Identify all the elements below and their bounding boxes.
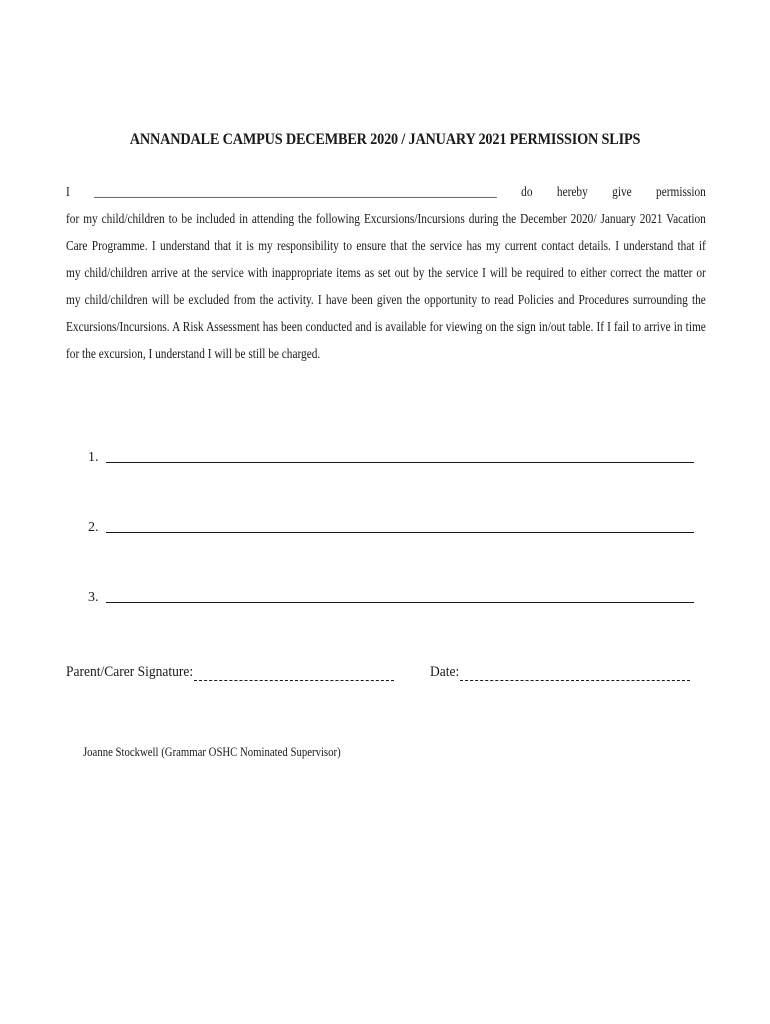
entry-number: 3. <box>88 590 99 605</box>
paragraph-line: I _______________________________________________________________________ do hereby give permission <box>66 184 706 199</box>
excursion-entry-1[interactable] <box>88 444 694 468</box>
excursion-entry-2[interactable] <box>88 514 694 538</box>
page-title: ANNANDALE CAMPUS DECEMBER 2020 / JANUARY 2021 PERMISSION SLIPS <box>129 131 641 148</box>
paragraph-line: Excursions/Incursions. A Risk Assessment has been conducted and is available for viewing on the sign in/out table. If I fail to arrive in time <box>66 319 706 334</box>
paragraph-line: for the excursion, I understand I will be still be charged. <box>66 346 321 361</box>
signature-row <box>66 660 706 688</box>
signature-label: Parent/Carer Signature: <box>66 664 194 680</box>
entry-blank-line[interactable] <box>106 531 694 533</box>
entry-blank-line[interactable] <box>106 601 694 603</box>
permission-paragraph <box>66 178 706 367</box>
excursion-entry-3[interactable] <box>88 584 694 608</box>
signature-field[interactable] <box>194 680 394 681</box>
entry-blank-line[interactable] <box>106 461 694 463</box>
paragraph-line: my child/children arrive at the service with inappropriate items as set out by the service I will be required to either correct the matter or <box>66 265 706 280</box>
date-field[interactable] <box>460 680 690 681</box>
date-label: Date: <box>430 664 460 680</box>
entry-number: 1. <box>88 450 99 465</box>
entry-number: 2. <box>88 520 99 535</box>
supervisor-name: Joanne Stockwell (Grammar OSHC Nominated Supervisor) <box>83 745 341 759</box>
paragraph-line: my child/children will be excluded from the activity. I have been given the opportunity to read Policies and Procedures surrounding the <box>66 292 706 307</box>
paragraph-line: for my child/children to be included in attending the following Excursions/Incursions during the December 2020/ January 2021 Vacation <box>66 211 706 226</box>
paragraph-line: Care Programme. I understand that it is my responsibility to ensure that the service has my current contact details. I understand that if <box>66 238 706 253</box>
